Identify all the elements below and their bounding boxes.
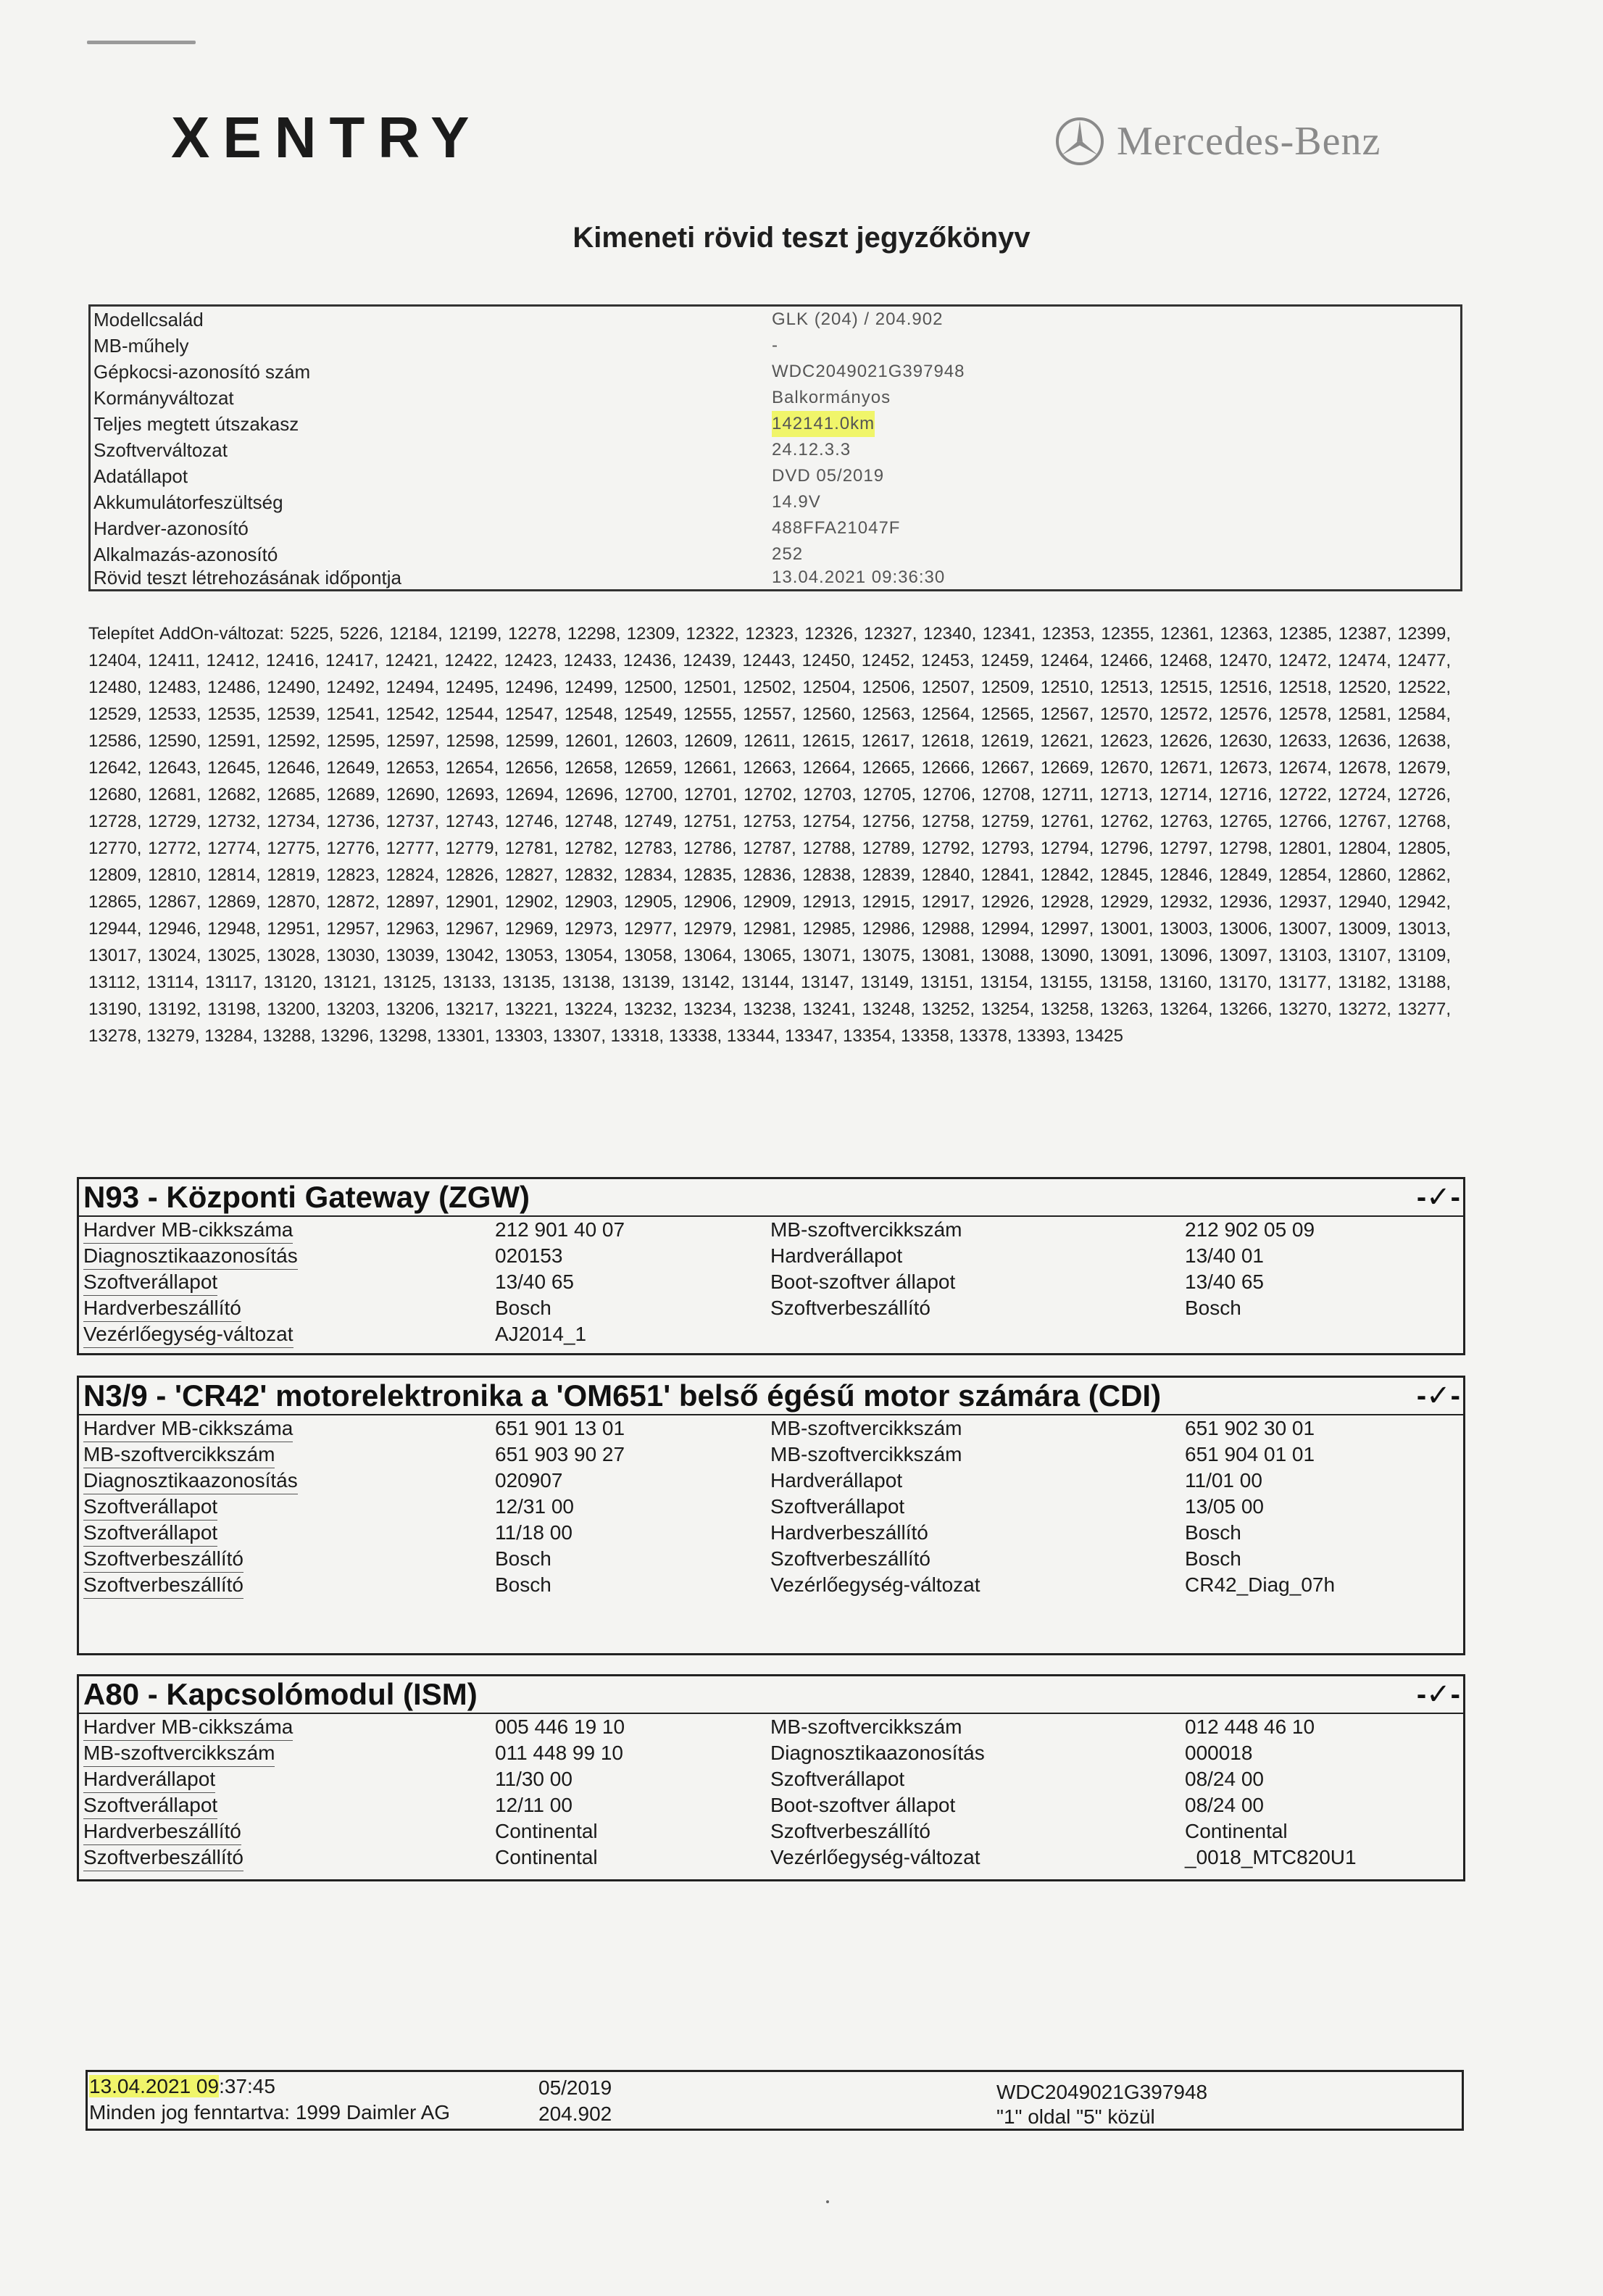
- cell-label: Hardverbeszállító: [83, 1295, 241, 1322]
- info-row: [91, 565, 1460, 591]
- info-value: 488FFA21047F: [772, 518, 901, 538]
- cell-label: Hardver MB-cikkszáma: [83, 1415, 293, 1442]
- section-header: [79, 1676, 1463, 1714]
- addon-list: [88, 620, 1451, 1049]
- cell-value: 212 901 40 07: [495, 1218, 625, 1241]
- table-row: [79, 1295, 1463, 1321]
- cell-value: Continental: [495, 1820, 598, 1842]
- cell-value: Bosch: [1185, 1297, 1241, 1319]
- cell-label: MB-szoftvercikkszám: [770, 1417, 962, 1439]
- cell-value: 000018: [1185, 1742, 1253, 1764]
- cell-label: Szoftverbeszállító: [83, 1572, 243, 1599]
- cell-value: Continental: [495, 1846, 598, 1868]
- section-header: [79, 1378, 1463, 1415]
- table-row: [79, 1844, 1463, 1871]
- cell-value: 13/40 01: [1185, 1244, 1264, 1267]
- cell-value: 651 903 90 27: [495, 1443, 625, 1465]
- footer-data-state: 05/2019: [538, 2076, 612, 2099]
- cell-value: 11/18 00: [495, 1521, 572, 1544]
- cell-value: Bosch: [1185, 1521, 1241, 1544]
- info-label: Gépkocsi-azonosító szám: [93, 361, 311, 383]
- cell-value: CR42_Diag_07h: [1185, 1573, 1336, 1596]
- table-row: [79, 1766, 1463, 1792]
- section-title: N3/9 - 'CR42' motorelektronika a 'OM651' belső égésű motor számára (CDI): [83, 1378, 1162, 1413]
- cell-label: Hardverállapot: [770, 1244, 903, 1267]
- info-label: Szoftverváltozat: [93, 439, 228, 461]
- cell-value: AJ2014_1: [495, 1323, 587, 1345]
- table-row: [79, 1243, 1463, 1269]
- table-row: [79, 1415, 1463, 1442]
- cell-label: Diagnosztikaazonosítás: [83, 1468, 298, 1494]
- section-title: N93 - Központi Gateway (ZGW): [83, 1180, 530, 1214]
- checkmark-icon: -✓-: [1416, 1181, 1460, 1213]
- addon-label: Telepítet AddOn-változat:: [88, 624, 284, 644]
- info-label: Adatállapot: [93, 465, 188, 487]
- cell-label: Hardverállapot: [83, 1766, 215, 1793]
- cell-label: Szoftverállapot: [83, 1269, 217, 1296]
- cell-label: Szoftverbeszállító: [770, 1297, 930, 1319]
- cell-label: MB-szoftvercikkszám: [770, 1218, 962, 1241]
- cell-value: 11/30 00: [495, 1768, 572, 1790]
- info-value: -: [772, 336, 778, 355]
- cell-label: Szoftverbeszállító: [770, 1547, 930, 1570]
- info-value: 24.12.3.3: [772, 440, 852, 459]
- cell-value: Bosch: [495, 1547, 551, 1570]
- cell-label: Szoftverállapot: [770, 1768, 905, 1790]
- cell-label: Szoftverállapot: [770, 1495, 905, 1518]
- staple-mark: [87, 41, 196, 44]
- cell-value: Continental: [1185, 1820, 1288, 1842]
- cell-label: Szoftverbeszállító: [83, 1844, 243, 1871]
- info-row: [91, 307, 1460, 333]
- footer-vin: WDC2049021G397948: [996, 2081, 1208, 2103]
- cell-label: Szoftverállapot: [83, 1792, 217, 1819]
- info-row: [91, 541, 1460, 567]
- info-row: [91, 385, 1460, 411]
- checkmark-icon: -✓-: [1416, 1380, 1460, 1412]
- cell-label: Vezérlőegység-változat: [770, 1573, 980, 1596]
- info-label: Akkumulátorfeszültség: [93, 491, 283, 513]
- info-row: [91, 463, 1460, 489]
- checkmark-icon: -✓-: [1416, 1679, 1460, 1710]
- page-footer: [86, 2070, 1464, 2131]
- info-row: [91, 515, 1460, 541]
- info-value: 14.9V: [772, 492, 821, 512]
- cell-label: Szoftverállapot: [83, 1520, 217, 1547]
- info-label: Alkalmazás-azonosító: [93, 544, 278, 565]
- info-value: Balkormányos: [772, 388, 891, 407]
- table-row: [79, 1321, 1463, 1347]
- mercedes-brand: [1054, 116, 1381, 167]
- table-row: [79, 1572, 1463, 1598]
- table-row: [79, 1494, 1463, 1520]
- cell-value: 012 448 46 10: [1185, 1715, 1315, 1738]
- ecu-section-n3-9: [77, 1376, 1465, 1655]
- cell-value: 11/01 00: [1185, 1469, 1262, 1492]
- info-label: Hardver-azonosító: [93, 517, 249, 539]
- info-value: WDC2049021G397948: [772, 362, 965, 381]
- cell-label: Vezérlőegység-változat: [770, 1846, 980, 1868]
- cell-label: Vezérlőegység-változat: [83, 1321, 293, 1348]
- info-label: Kormányváltozat: [93, 387, 234, 409]
- paper-speck: [826, 2200, 829, 2203]
- table-row: [79, 1818, 1463, 1844]
- cell-label: Szoftverbeszállító: [83, 1546, 243, 1573]
- table-row: [79, 1468, 1463, 1494]
- info-row: [91, 489, 1460, 515]
- table-row: [79, 1217, 1463, 1243]
- mileage-value: 142141.0km: [772, 411, 875, 437]
- info-row: [91, 333, 1460, 359]
- cell-label: Boot-szoftver állapot: [770, 1794, 956, 1816]
- info-row: [91, 437, 1460, 463]
- document-title: Kimeneti rövid teszt jegyzőkönyv: [572, 222, 1030, 254]
- timestamp-highlight: 13.04.2021 09: [89, 2075, 220, 2097]
- cell-value: 12/31 00: [495, 1495, 574, 1518]
- cell-value: 005 446 19 10: [495, 1715, 625, 1738]
- footer-copyright: Minden jog fenntartva: 1999 Daimler AG: [89, 2101, 451, 2124]
- cell-value: 212 902 05 09: [1185, 1218, 1315, 1241]
- cell-label: Hardver MB-cikkszáma: [83, 1714, 293, 1741]
- ecu-section-a80: [77, 1674, 1465, 1881]
- cell-label: Hardver MB-cikkszáma: [83, 1217, 293, 1244]
- footer-model: 204.902: [538, 2102, 612, 2125]
- cell-label: Diagnosztikaazonosítás: [83, 1243, 298, 1270]
- cell-value: 13/40 65: [495, 1270, 574, 1293]
- info-value: DVD 05/2019: [772, 466, 885, 486]
- cell-label: Boot-szoftver állapot: [770, 1270, 956, 1293]
- table-row: [79, 1442, 1463, 1468]
- brand-name: Mercedes-Benz: [1117, 119, 1381, 164]
- table-row: [79, 1714, 1463, 1740]
- cell-value: 13/05 00: [1185, 1495, 1264, 1518]
- cell-label: Hardverbeszállító: [770, 1521, 928, 1544]
- cell-value: 020153: [495, 1244, 563, 1267]
- table-row: [79, 1269, 1463, 1295]
- cell-value: 011 448 99 10: [495, 1742, 623, 1764]
- cell-value: Bosch: [1185, 1547, 1241, 1570]
- cell-value: _0018_MTC820U1: [1185, 1846, 1357, 1868]
- cell-label: MB-szoftvercikkszám: [770, 1443, 962, 1465]
- cell-value: 651 902 30 01: [1185, 1417, 1315, 1439]
- table-row: [79, 1740, 1463, 1766]
- cell-label: Hardverállapot: [770, 1469, 903, 1492]
- footer-timestamp: [89, 2074, 275, 2100]
- section-title: A80 - Kapcsolómodul (ISM): [83, 1677, 478, 1711]
- cell-value: 651 901 13 01: [495, 1417, 625, 1439]
- cell-label: Szoftverbeszállító: [770, 1820, 930, 1842]
- info-label: Rövid teszt létrehozásának időpontja: [93, 567, 401, 588]
- vehicle-info-box: [88, 304, 1462, 591]
- cell-label: Hardverbeszállító: [83, 1818, 241, 1845]
- timestamp-rest: :37:45: [219, 2075, 275, 2097]
- cell-value: 651 904 01 01: [1185, 1443, 1315, 1465]
- footer-page-info: "1" oldal "5" közül: [996, 2105, 1155, 2128]
- cell-value: Bosch: [495, 1297, 551, 1319]
- info-row: [91, 411, 1460, 437]
- mercedes-star-icon: [1054, 116, 1105, 167]
- cell-label: Szoftverállapot: [83, 1494, 217, 1521]
- table-row: [79, 1546, 1463, 1572]
- info-label: Teljes megtett útszakasz: [93, 413, 299, 435]
- cell-label: MB-szoftvercikkszám: [83, 1740, 275, 1767]
- xentry-logo: XENTRY: [171, 105, 483, 170]
- info-row: [91, 359, 1460, 385]
- cell-label: MB-szoftvercikkszám: [83, 1442, 275, 1468]
- info-value: 13.04.2021 09:36:30: [772, 567, 946, 587]
- cell-value: 13/40 65: [1185, 1270, 1264, 1293]
- section-header: [79, 1179, 1463, 1217]
- cell-label: MB-szoftvercikkszám: [770, 1715, 962, 1738]
- addon-values: 5225, 5226, 12184, 12199, 12278, 12298, 12309, 12322, 12323, 12326, 12327, 12340, 12341, 12353, 12355, 12361, 12363, 12385, 12387, 12399, 12404, 12411, 12412, 12416, 12417, 12421, 12422, 12423, 12433, 12436, 12439, 12443, 12450, 12452, 12453, 12459, 12464, 12466, 12468, 12470, 12472, 12474, 12477, 12480, 12483, 12486, 12490, 12492, 12494, 12495, 12496, 12499, 12500, 12501, 12502, 12504, 12506, 12507, 12509, 12510, 12513, 12515, 12516, 12518, 12520, 12522, 12529, 12533, 12535, 12539, 12541, 12542, 12544, 12547, 12548, 12549, 12555, 12557, 12560, 12563, 12564, 12565, 12567, 12570, 12572, 12576, 12578, 12581, 12584, 12586, 12590, 12591, 12592, 12595, 12597, 12598, 12599, 12601, 12603, 12609, 12611, 12615, 12617, 12618, 12619, 12621, 12623, 12626, 12630, 12633, 12636, 12638, 12642, 12643, 12645, 12646, 12649, 12653, 12654, 12656, 12658, 12659, 12661, 12663, 12664, 12665, 12666, 12667, 12669, 12670, 12671, 12673, 12674, 12678, 12679, 12680, 12681, 12682, 12685, 12689, 12690, 12693, 12694, 12696, 12700, 12701, 12702, 12703, 12705, 12706, 12708, 12711, 12713, 12714, 12716, 12722, 12724, 12726, 12728, 12729, 12732, 12734, 12736, 12737, 12743, 12746, 12748, 12749, 12751, 12753, 12754, 12756, 12758, 12759, 12761, 12762, 12763, 12765, 12766, 12767, 12768, 12770, 12772, 12774, 12775, 12776, 12777, 12779, 12781, 12782, 12783, 12786, 12787, 12788, 12789, 12792, 12793, 12794, 12796, 12797, 12798, 12801, 12804, 12805, 12809, 12810, 12814, 12819, 12823, 12824, 12826, 12827, 12832, 12834, 12835, 12836, 12838, 12839, 12840, 12841, 12842, 12845, 12846, 12849, 12854, 12860, 12862, 12865, 12867, 12869, 12870, 12872, 12897, 12901, 12902, 12903, 12905, 12906, 12909, 12913, 12915, 12917, 12926, 12928, 12929, 12932, 12936, 12937, 12940, 12942, 12944, 12946, 12948, 12951, 12957, 12963, 12967, 12969, 12973, 12977, 12979, 12981, 12985, 12986, 12988, 12994, 12997, 13001, 13003, 13006, 13007, 13009, 13013, 13017, 13024, 13025, 13028, 13030, 13039, 13042, 13053, 13054, 13058, 13064, 13065, 13071, 13075, 13081, 13088, 13090, 13091, 13096, 13097, 13103, 13107, 13109, 13112, 13114, 13117, 13120, 13121, 13125, 13133, 13135, 13138, 13139, 13142, 13144, 13147, 13149, 13151, 13154, 13155, 13158, 13160, 13170, 13177, 13182, 13188, 13190, 13192, 13198, 13200, 13203, 13206, 13217, 13221, 13224, 13232, 13234, 13238, 13241, 13248, 13252, 13254, 13258, 13263, 13264, 13266, 13270, 13272, 13277, 13278, 13279, 13284, 13288, 13296, 13298, 13301, 13303, 13307, 13318, 13338, 13344, 13347, 13354, 13358, 13378, 13393, 13425: [88, 624, 1452, 1046]
- ecu-section-n93: [77, 1177, 1465, 1355]
- info-value: 252: [772, 544, 804, 564]
- info-value: GLK (204) / 204.902: [772, 309, 944, 329]
- table-row: [79, 1792, 1463, 1818]
- cell-label: Diagnosztikaazonosítás: [770, 1742, 985, 1764]
- cell-value: 020907: [495, 1469, 563, 1492]
- cell-value: 08/24 00: [1185, 1794, 1264, 1816]
- table-row: [79, 1520, 1463, 1546]
- info-label: MB-műhely: [93, 335, 189, 357]
- cell-value: Bosch: [495, 1573, 551, 1596]
- cell-value: 08/24 00: [1185, 1768, 1264, 1790]
- info-label: Modellcsalád: [93, 309, 204, 330]
- cell-value: 12/11 00: [495, 1794, 572, 1816]
